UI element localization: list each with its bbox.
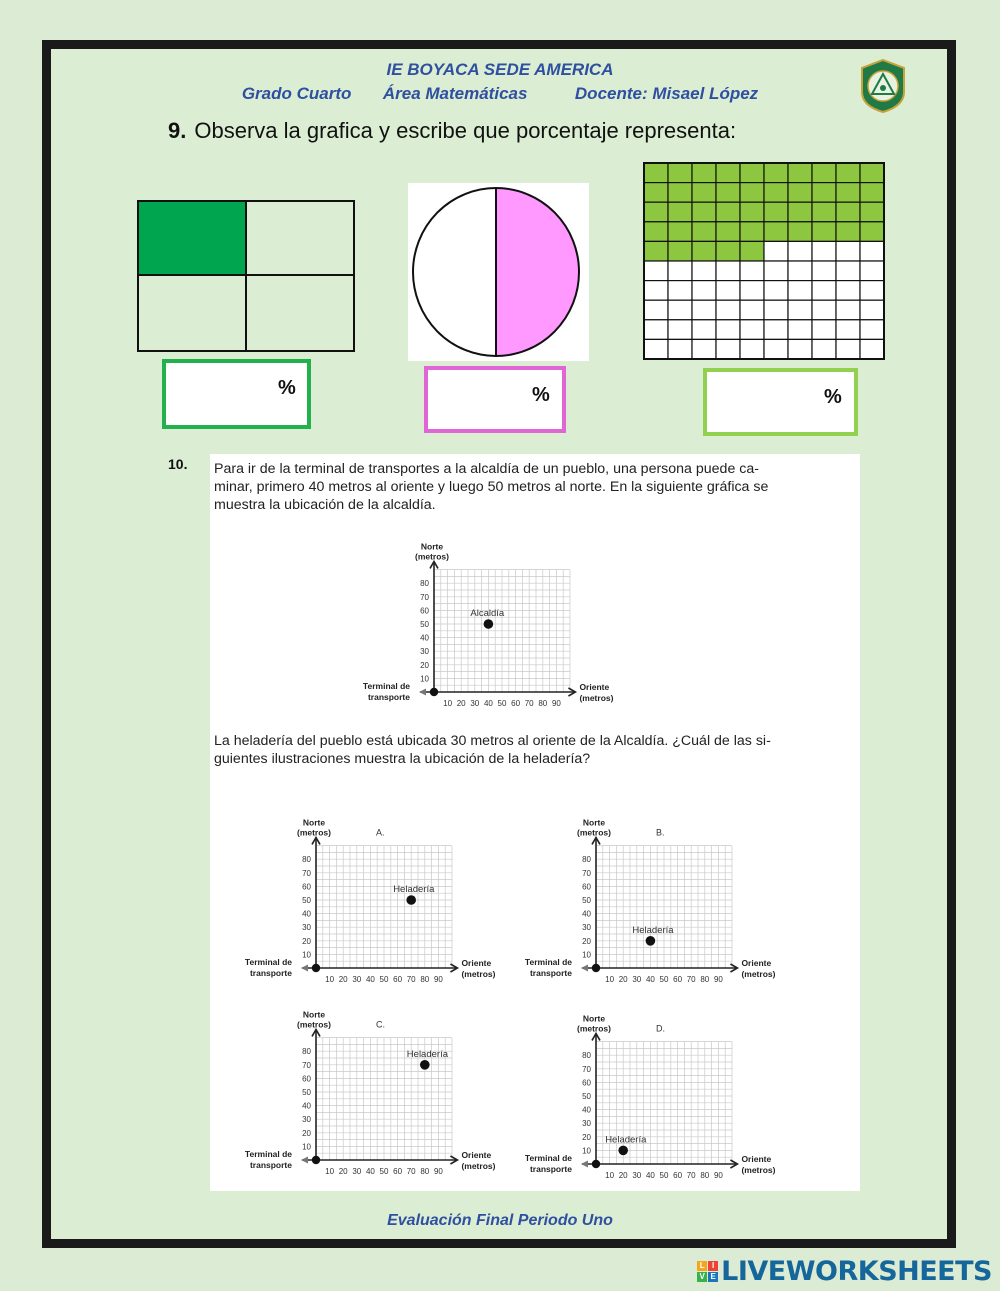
grid-cell xyxy=(788,261,812,281)
grid-cell-shaded xyxy=(740,163,764,183)
grid-cell xyxy=(644,320,668,340)
x-tick-label: 10 xyxy=(325,975,335,984)
grid-cell-shaded xyxy=(812,163,836,183)
grid-cell xyxy=(788,339,812,359)
y-axis-unit: (metros) xyxy=(576,827,612,838)
x-tick-label: 10 xyxy=(605,975,615,984)
grid-cell-shaded xyxy=(644,163,668,183)
grid-cell-shaded xyxy=(788,222,812,242)
grid-cell-shaded xyxy=(764,163,788,183)
question-line-1: La heladería del pueblo está ubicada 30 metros al oriente de la Alcaldía. ¿Cuál de las si- xyxy=(214,733,771,749)
grid-cell xyxy=(644,261,668,281)
grid-cell-shaded xyxy=(692,163,716,183)
x-tick-label: 60 xyxy=(393,1167,403,1176)
grid-cell-shaded xyxy=(692,222,716,242)
origin-label: Terminal de xyxy=(362,681,410,691)
teacher-label: Docente: Misael López xyxy=(574,84,759,103)
school-name: IE BOYACA SEDE AMERICA xyxy=(386,60,614,79)
x-axis-title: Oriente xyxy=(461,958,492,968)
y-tick-label: 30 xyxy=(302,923,311,933)
grid-cell xyxy=(668,320,692,340)
y-tick-label: 20 xyxy=(302,1128,311,1138)
y-tick-label: 80 xyxy=(302,855,311,865)
x-tick-label: 50 xyxy=(659,975,669,984)
x-tick-label: 20 xyxy=(338,975,348,984)
y-tick-label: 60 xyxy=(582,882,591,892)
grid-cell xyxy=(716,320,740,340)
answer-box-2 xyxy=(424,366,566,433)
intro-line-1: Para ir de la terminal de transportes a la alcaldía de un pueblo, una persona puede ca- xyxy=(214,461,759,477)
grid-cell xyxy=(740,281,764,301)
y-tick-label: 10 xyxy=(582,1146,591,1156)
y-tick-label: 10 xyxy=(420,674,429,684)
shaded-quarter xyxy=(138,201,246,275)
question-9-number: 9. xyxy=(168,118,187,143)
grid-cell xyxy=(740,320,764,340)
x-tick-label: 90 xyxy=(433,1167,443,1176)
liveworksheets-brand xyxy=(697,1256,992,1286)
grid-cell xyxy=(788,281,812,301)
grid-cell xyxy=(860,261,884,281)
x-tick-label: 80 xyxy=(700,1171,710,1180)
answer-box-3 xyxy=(703,368,858,436)
x-axis-unit: (metros) xyxy=(579,693,614,703)
y-tick-label: 40 xyxy=(302,909,311,919)
x-axis-title: Oriente xyxy=(579,682,610,692)
y-tick-label: 70 xyxy=(582,1064,591,1074)
location-point xyxy=(618,1146,628,1156)
origin-label-line2: transporte xyxy=(529,968,572,978)
y-tick-label: 30 xyxy=(582,923,591,933)
y-tick-label: 60 xyxy=(420,606,429,616)
answer-input-2[interactable] xyxy=(434,378,528,420)
y-tick-label: 30 xyxy=(302,1115,311,1125)
y-axis-unit: (metros) xyxy=(414,551,450,562)
grid-cell-shaded xyxy=(692,202,716,222)
grid-cell-shaded xyxy=(668,163,692,183)
question-line-2: guientes ilustraciones muestra la ubicación de la heladería? xyxy=(214,751,591,767)
grid-cell-shaded xyxy=(716,222,740,242)
y-tick-label: 80 xyxy=(582,855,591,865)
answer-input-1[interactable] xyxy=(172,371,266,413)
hundred-grid-figure xyxy=(642,162,886,362)
grid-cell-shaded xyxy=(668,183,692,203)
x-tick-label: 80 xyxy=(700,975,710,984)
x-tick-label: 50 xyxy=(379,1167,389,1176)
x-tick-label: 70 xyxy=(406,1167,416,1176)
x-axis-unit: (metros) xyxy=(741,969,776,979)
footer-title: Evaluación Final Periodo Uno xyxy=(387,1212,613,1229)
grid-cell-shaded xyxy=(716,163,740,183)
grid-cell xyxy=(716,281,740,301)
option-letter: C. xyxy=(376,1019,385,1030)
grid-cell-shaded xyxy=(764,222,788,242)
x-tick-label: 40 xyxy=(365,1167,375,1176)
grid-cell xyxy=(740,339,764,359)
half-circle-figure xyxy=(408,183,589,361)
x-axis-unit: (metros) xyxy=(461,969,496,979)
grid-cell-shaded xyxy=(740,241,764,261)
y-tick-label: 40 xyxy=(582,1105,591,1115)
option-chart-b xyxy=(525,817,776,984)
grid-cell-shaded xyxy=(644,202,668,222)
x-tick-label: 40 xyxy=(483,699,493,708)
grid-cell xyxy=(812,261,836,281)
x-tick-label: 30 xyxy=(352,975,362,984)
location-label: Heladería xyxy=(605,1134,647,1146)
grid-cell xyxy=(644,339,668,359)
header-info-line xyxy=(0,84,1000,104)
grid-cell xyxy=(860,281,884,301)
grid-cell-shaded xyxy=(836,222,860,242)
y-tick-label: 50 xyxy=(420,620,429,629)
origin-label-line2: transporte xyxy=(367,692,410,702)
origin-label-line2: transporte xyxy=(529,1164,572,1174)
quarter-rectangle-figure xyxy=(137,200,355,352)
grade-label: Grado Cuarto xyxy=(241,84,352,103)
grid-cell xyxy=(668,339,692,359)
grid-cell-shaded xyxy=(716,183,740,203)
grid-cell-shaded xyxy=(644,183,668,203)
grid-cell-shaded xyxy=(860,202,884,222)
grid-cell xyxy=(860,320,884,340)
location-label: Heladería xyxy=(632,924,674,936)
school-crest-logo xyxy=(858,58,908,114)
grid-cell xyxy=(836,300,860,320)
grid-cell-shaded xyxy=(716,202,740,222)
grid-cell xyxy=(860,241,884,261)
grid-cell-shaded xyxy=(788,163,812,183)
location-label: Heladería xyxy=(393,884,435,895)
y-axis-unit: (metros) xyxy=(576,1023,612,1034)
x-tick-label: 20 xyxy=(618,975,628,984)
origin-point xyxy=(312,1156,320,1164)
y-tick-label: 80 xyxy=(302,1047,311,1057)
answer-box-1 xyxy=(162,359,311,429)
y-axis-unit: (metros) xyxy=(296,827,332,838)
grid-cell-shaded xyxy=(692,183,716,203)
grid-cell xyxy=(788,320,812,340)
option-letter: A. xyxy=(376,827,385,838)
location-label: Alcaldía xyxy=(470,608,505,619)
grid-cell xyxy=(812,339,836,359)
grid-cell xyxy=(668,300,692,320)
y-tick-label: 80 xyxy=(420,579,429,589)
y-tick-label: 70 xyxy=(302,868,311,878)
x-tick-label: 60 xyxy=(673,1171,683,1180)
x-tick-label: 10 xyxy=(325,1167,335,1176)
grid-cell xyxy=(788,300,812,320)
x-tick-label: 30 xyxy=(470,699,480,708)
option-chart-a xyxy=(245,817,496,984)
y-tick-label: 40 xyxy=(582,909,591,919)
grid-cell xyxy=(692,281,716,301)
grid-cell xyxy=(764,300,788,320)
grid-cell-shaded xyxy=(668,202,692,222)
x-tick-label: 40 xyxy=(365,975,375,984)
x-tick-label: 60 xyxy=(673,975,683,984)
grid-cell xyxy=(716,300,740,320)
grid-cell-shaded xyxy=(740,202,764,222)
location-label: Heladería xyxy=(406,1048,449,1060)
origin-label: Terminal de xyxy=(244,957,292,967)
grid-cell-shaded xyxy=(788,183,812,203)
location-point xyxy=(420,1060,430,1070)
y-tick-label: 80 xyxy=(582,1051,591,1061)
x-tick-label: 20 xyxy=(338,1167,348,1176)
y-tick-label: 10 xyxy=(582,950,591,960)
y-axis-unit: (metros) xyxy=(296,1019,332,1030)
grid-cell xyxy=(740,261,764,281)
grid-cell-shaded xyxy=(740,222,764,242)
x-tick-label: 80 xyxy=(420,1167,430,1176)
x-tick-label: 90 xyxy=(713,975,723,984)
option-chart-c xyxy=(245,1009,496,1176)
grid-cell xyxy=(836,339,860,359)
location-point xyxy=(484,619,494,629)
grid-cell xyxy=(692,320,716,340)
grid-cell-shaded xyxy=(860,183,884,203)
origin-label-line2: transporte xyxy=(249,1160,292,1170)
grid-cell xyxy=(860,300,884,320)
x-tick-label: 90 xyxy=(433,975,443,984)
origin-label: Terminal de xyxy=(524,1153,572,1163)
question-9-prompt xyxy=(168,118,736,144)
origin-label-line2: transporte xyxy=(249,968,292,978)
percent-symbol-3: % xyxy=(824,386,842,408)
grid-cell-shaded xyxy=(644,222,668,242)
grid-cell xyxy=(692,261,716,281)
grid-cell-shaded xyxy=(860,222,884,242)
y-axis-title: Norte xyxy=(302,817,326,828)
grid-cell xyxy=(692,339,716,359)
x-tick-label: 70 xyxy=(406,975,416,984)
grid-cell xyxy=(644,281,668,301)
grid-cell xyxy=(836,261,860,281)
grid-cell-shaded xyxy=(764,202,788,222)
coordinate-charts xyxy=(210,454,860,1191)
grid-cell xyxy=(836,241,860,261)
liveworksheets-icon: L I V E xyxy=(697,1261,718,1282)
grid-cell xyxy=(716,261,740,281)
grid-cell xyxy=(836,281,860,301)
grid-cell-shaded xyxy=(860,163,884,183)
intro-line-3: muestra la ubicación de la alcaldía. xyxy=(214,497,436,513)
answer-input-3[interactable] xyxy=(713,380,807,422)
grid-cell xyxy=(836,320,860,340)
x-axis-unit: (metros) xyxy=(461,1161,496,1171)
grid-cell-shaded xyxy=(836,163,860,183)
x-tick-label: 30 xyxy=(632,1171,642,1180)
grid-cell xyxy=(812,300,836,320)
origin-point xyxy=(592,1160,600,1168)
x-tick-label: 30 xyxy=(352,1167,362,1176)
grid-cell-shaded xyxy=(812,222,836,242)
location-point xyxy=(646,936,656,946)
y-tick-label: 10 xyxy=(302,1142,311,1152)
x-tick-label: 70 xyxy=(686,1171,696,1180)
question-10-panel xyxy=(210,454,860,1191)
grid-cell xyxy=(764,281,788,301)
x-tick-label: 50 xyxy=(379,975,389,984)
grid-cell xyxy=(644,300,668,320)
origin-label: Terminal de xyxy=(244,1149,292,1159)
grid-cell-shaded xyxy=(644,241,668,261)
grid-cell xyxy=(764,261,788,281)
grid-cell-shaded xyxy=(668,222,692,242)
grid-cell xyxy=(764,320,788,340)
y-tick-label: 70 xyxy=(302,1060,311,1070)
y-tick-label: 60 xyxy=(302,882,311,892)
grid-cell xyxy=(764,241,788,261)
grid-cell-shaded xyxy=(812,202,836,222)
x-tick-label: 20 xyxy=(618,1171,628,1180)
origin-label: Terminal de xyxy=(524,957,572,967)
y-tick-label: 20 xyxy=(302,936,311,946)
y-tick-label: 30 xyxy=(582,1119,591,1129)
grid-cell-shaded xyxy=(716,241,740,261)
grid-cell-shaded xyxy=(668,241,692,261)
grid-cell-shaded xyxy=(764,183,788,203)
x-axis-title: Oriente xyxy=(461,1150,492,1160)
origin-point xyxy=(592,964,600,972)
grid-cell-shaded xyxy=(836,202,860,222)
x-tick-label: 80 xyxy=(538,699,548,708)
y-tick-label: 30 xyxy=(420,647,429,657)
option-letter: B. xyxy=(656,827,665,838)
location-point xyxy=(406,895,416,905)
option-letter: D. xyxy=(656,1023,665,1034)
y-tick-label: 50 xyxy=(582,1092,591,1101)
grid-cell-shaded xyxy=(836,183,860,203)
grid-cell-shaded xyxy=(788,202,812,222)
y-tick-label: 70 xyxy=(582,868,591,878)
y-axis-title: Norte xyxy=(582,1013,606,1024)
y-axis-title: Norte xyxy=(420,541,444,552)
y-tick-label: 50 xyxy=(302,896,311,905)
x-tick-label: 70 xyxy=(524,699,534,708)
liveworksheets-logo-text: LIVEWORKSHEETS xyxy=(721,1255,992,1287)
x-tick-label: 40 xyxy=(645,975,655,984)
y-tick-label: 10 xyxy=(302,950,311,960)
grid-cell xyxy=(812,281,836,301)
origin-point xyxy=(312,964,320,972)
question-9-text: Observa la grafica y escribe que porcentaje representa: xyxy=(194,118,737,143)
grid-cell xyxy=(788,241,812,261)
y-tick-label: 50 xyxy=(582,896,591,905)
percent-symbol-1: % xyxy=(278,377,296,399)
x-axis-unit: (metros) xyxy=(741,1165,776,1175)
origin-point xyxy=(430,688,438,696)
x-tick-label: 40 xyxy=(645,1171,655,1180)
x-tick-label: 70 xyxy=(686,975,696,984)
area-label: Área Matemáticas xyxy=(382,84,528,103)
y-axis-title: Norte xyxy=(302,1009,326,1020)
y-tick-label: 20 xyxy=(582,1132,591,1142)
y-tick-label: 20 xyxy=(582,936,591,946)
grid-cell-shaded xyxy=(740,183,764,203)
y-tick-label: 40 xyxy=(302,1101,311,1111)
y-tick-label: 70 xyxy=(420,592,429,602)
grid-cell xyxy=(692,300,716,320)
y-axis-title: Norte xyxy=(582,817,606,828)
grid-cell xyxy=(764,339,788,359)
intro-line-2: minar, primero 40 metros al oriente y luego 50 metros al norte. En la siguiente gráfica se xyxy=(214,479,769,495)
grid-cell-shaded xyxy=(812,183,836,203)
grid-cell xyxy=(860,339,884,359)
y-tick-label: 60 xyxy=(302,1074,311,1084)
x-tick-label: 30 xyxy=(632,975,642,984)
x-axis-title: Oriente xyxy=(741,1154,772,1164)
y-tick-label: 60 xyxy=(582,1078,591,1088)
option-chart-d xyxy=(525,1013,776,1180)
x-tick-label: 50 xyxy=(659,1171,669,1180)
grid-cell xyxy=(812,241,836,261)
y-tick-label: 40 xyxy=(420,633,429,643)
x-tick-label: 10 xyxy=(605,1171,615,1180)
x-tick-label: 10 xyxy=(443,699,453,708)
x-tick-label: 50 xyxy=(497,699,507,708)
grid-cell xyxy=(668,281,692,301)
grid-cell xyxy=(716,339,740,359)
question-10-number: 10. xyxy=(168,456,188,472)
y-tick-label: 50 xyxy=(302,1088,311,1097)
percent-symbol-2: % xyxy=(532,384,550,406)
x-tick-label: 90 xyxy=(551,699,561,708)
grid-cell xyxy=(740,300,764,320)
x-tick-label: 90 xyxy=(713,1171,723,1180)
x-tick-label: 20 xyxy=(456,699,466,708)
grid-cell-shaded xyxy=(692,241,716,261)
main-chart-alcaldia xyxy=(363,541,614,708)
grid-cell xyxy=(812,320,836,340)
x-axis-title: Oriente xyxy=(741,958,772,968)
x-tick-label: 80 xyxy=(420,975,430,984)
x-tick-label: 60 xyxy=(511,699,521,708)
grid-cell xyxy=(668,261,692,281)
y-tick-label: 20 xyxy=(420,660,429,670)
x-tick-label: 60 xyxy=(393,975,403,984)
